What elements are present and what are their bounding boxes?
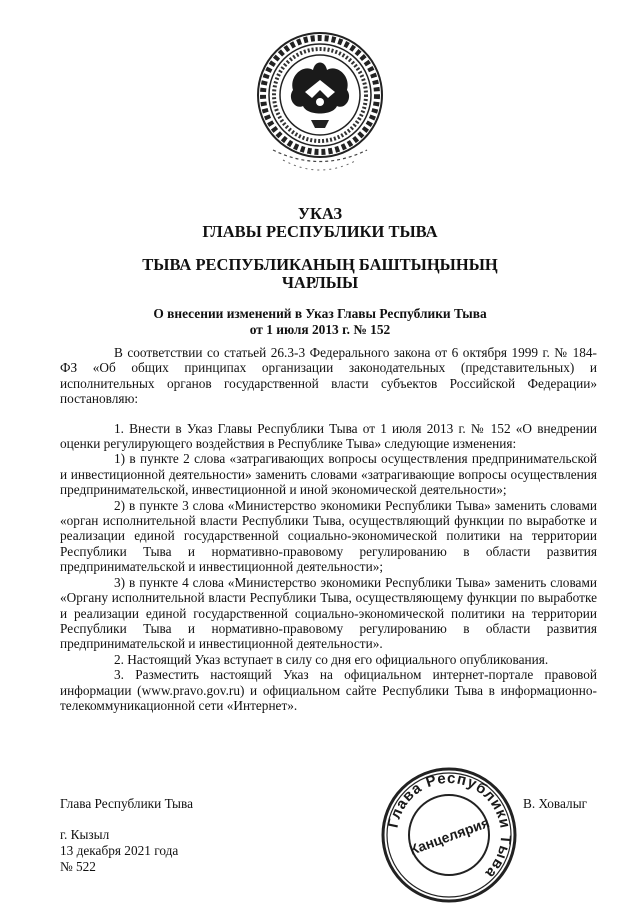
svg-text:Глава Республики Тыва: Глава Республики Тыва xyxy=(384,769,515,883)
paragraph-subitem-2: 2) в пункте 3 слова «Министерство экономики Республики Тыва» заменить словами «орган исполнительной власти Республики Тыва, осуществляющий функции по выработке и реализации единой государственной социально-экономической политики на территории Республики Тыва и нормативно-правовому регулированию в области развития предпринимательской и инвестиционной деятельности»; xyxy=(60,497,597,575)
decree-body xyxy=(60,345,597,713)
paragraph-item-1: 1. Внести в Указ Главы Республики Тыва от 1 июля 2013 г. № 152 «О внедрении оценки регулирующего воздействия в Республике Тыва» следующие изменения: xyxy=(60,420,597,452)
decree-city: г. Кызыл xyxy=(60,827,110,842)
paragraph-preamble: В соответствии со статьей 26.3-3 Федерального закона от 6 октября 1999 г. № 184-ФЗ «Об общих принципах организации законодательных (представительных) и исполнительных органов государственной власти субъектов Российской Федерации» постановляю: xyxy=(60,345,597,407)
decree-title-tyv: ТЫВА РЕСПУБЛИКАНЫҢ БАШТЫҢЫНЫҢ ЧАРЛЫЫ xyxy=(142,255,498,292)
decree-subject: О внесении изменений в Указ Главы Республики Тыва от 1 июля 2013 г. № 152 xyxy=(153,306,487,337)
office-stamp-icon xyxy=(379,765,519,905)
signature-position: Глава Республики Тыва xyxy=(60,796,193,811)
paragraph-item-2: 2. Настоящий Указ вступает в силу со дня его официального опубликования. xyxy=(114,651,549,667)
coat-of-arms-emblem-icon xyxy=(253,28,387,188)
decree-title-ru: УКАЗ ГЛАВЫ РЕСПУБЛИКИ ТЫВА xyxy=(202,204,438,241)
paragraph-subitem-1: 1) в пункте 2 слова «затрагивающих вопросы осуществления предпринимательской и инвестиционной деятельности» заменить словами «затрагивающие вопросы осуществления предпринимательской, инвестиционной и иной экономической деятельности»; xyxy=(60,451,597,498)
paragraph-item-3: 3. Разместить настоящий Указ на официальном интернет-портале правовой информации (www.pravo.gov.ru) и официальном сайте Республики Тыва в информационно-телекоммуникационной сети «Интернет». xyxy=(60,667,597,713)
signature-name: В. Ховалыг xyxy=(523,796,588,811)
paragraph-subitem-3: 3) в пункте 4 слова «Министерство экономики Республики Тыва» заменить словами «Органу исполнительной власти Республики Тыва, осуществляющему функции по выработке и реализации единой государственной социально-экономической политики на территории Республики Тыва и нормативно-правовому регулированию в области развития предпринимательской и инвестиционной деятельности». xyxy=(60,574,597,652)
decree-place-date xyxy=(60,827,178,875)
decree-date: 13 декабря 2021 года xyxy=(60,843,179,858)
decree-number: № 522 xyxy=(60,859,96,874)
svg-text:Канцелярия: Канцелярия xyxy=(407,814,492,858)
